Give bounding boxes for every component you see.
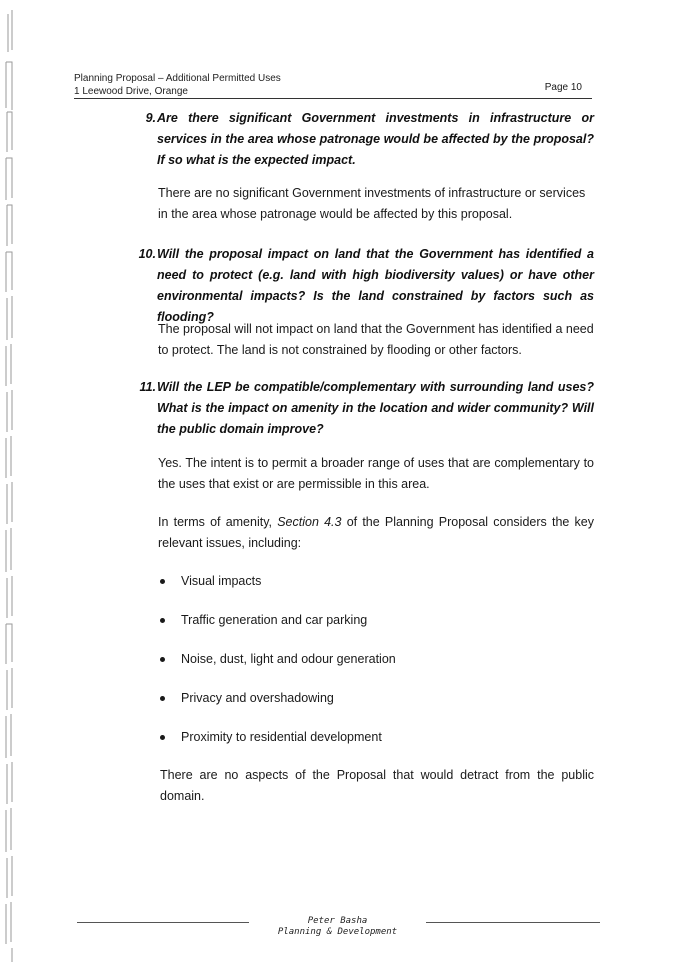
list-item: Proximity to residential development bbox=[160, 728, 580, 767]
question-9 bbox=[134, 108, 594, 171]
bullet-icon bbox=[160, 618, 165, 623]
question-11 bbox=[134, 377, 594, 440]
list-item: Visual impacts bbox=[160, 572, 580, 611]
question-text: Will the LEP be compatible/complementary with surrounding land uses? What is the impact on amenity in the location and wider community? Will the public domain improve? bbox=[157, 380, 594, 436]
list-item: Noise, dust, light and odour generation bbox=[160, 650, 580, 689]
header-address: 1 Leewood Drive, Orange bbox=[74, 86, 188, 97]
amenity-prefix: In terms of amenity, bbox=[158, 515, 278, 529]
question-number: 9. bbox=[145, 111, 156, 125]
footer-company: Planning & Development bbox=[277, 927, 398, 937]
bullet-icon bbox=[160, 735, 165, 740]
question-text: Are there significant Government investments in infrastructure or services in the area whose patronage would be affected by the proposal? If so what is the expected impact. bbox=[157, 111, 594, 167]
page-number: Page 10 bbox=[544, 82, 582, 93]
question-number: 10. bbox=[138, 247, 156, 261]
header-rule bbox=[74, 98, 592, 99]
list-item: Traffic generation and car parking bbox=[160, 611, 580, 650]
conclusion-paragraph: There are no aspects of the Proposal that would detract from the public domain. bbox=[160, 768, 594, 803]
section-reference: Section 4.3 bbox=[277, 515, 342, 529]
bullet-icon bbox=[160, 696, 165, 701]
answer-10: The proposal will not impact on land that the Government has identified a need to protect. The land is not constrained by flooding or other factors. bbox=[158, 322, 594, 357]
bullet-icon bbox=[160, 579, 165, 584]
question-text: Will the proposal impact on land that the Government has identified a need to protect (e.g. land with high biodiversity values) or have other environmental impacts? Is the land constrained by factors such as flooding? bbox=[157, 247, 594, 324]
amenity-paragraph bbox=[158, 512, 594, 554]
header-title: Planning Proposal – Additional Permitted Uses bbox=[74, 73, 281, 84]
binding-edge-marks bbox=[0, 0, 26, 962]
amenity-issues-list bbox=[160, 572, 580, 767]
bullet-icon bbox=[160, 657, 165, 662]
page-header bbox=[74, 72, 594, 98]
footer-rule-left bbox=[77, 922, 249, 923]
question-number: 11. bbox=[139, 380, 156, 394]
footer-name: Peter Basha bbox=[307, 916, 368, 926]
question-10 bbox=[134, 244, 594, 328]
amenity-suffix: of the Planning Proposal considers the key relevant issues, including: bbox=[158, 515, 595, 550]
answer-9: There are no significant Government investments of infrastructure or services in the area whose patronage would be affected by this proposal. bbox=[158, 186, 586, 221]
answer-11: Yes. The intent is to permit a broader range of uses that are complementary to the uses that exist or are permissible in this area. bbox=[158, 456, 594, 491]
footer-rule-right bbox=[426, 922, 600, 923]
list-item: Privacy and overshadowing bbox=[160, 689, 580, 728]
